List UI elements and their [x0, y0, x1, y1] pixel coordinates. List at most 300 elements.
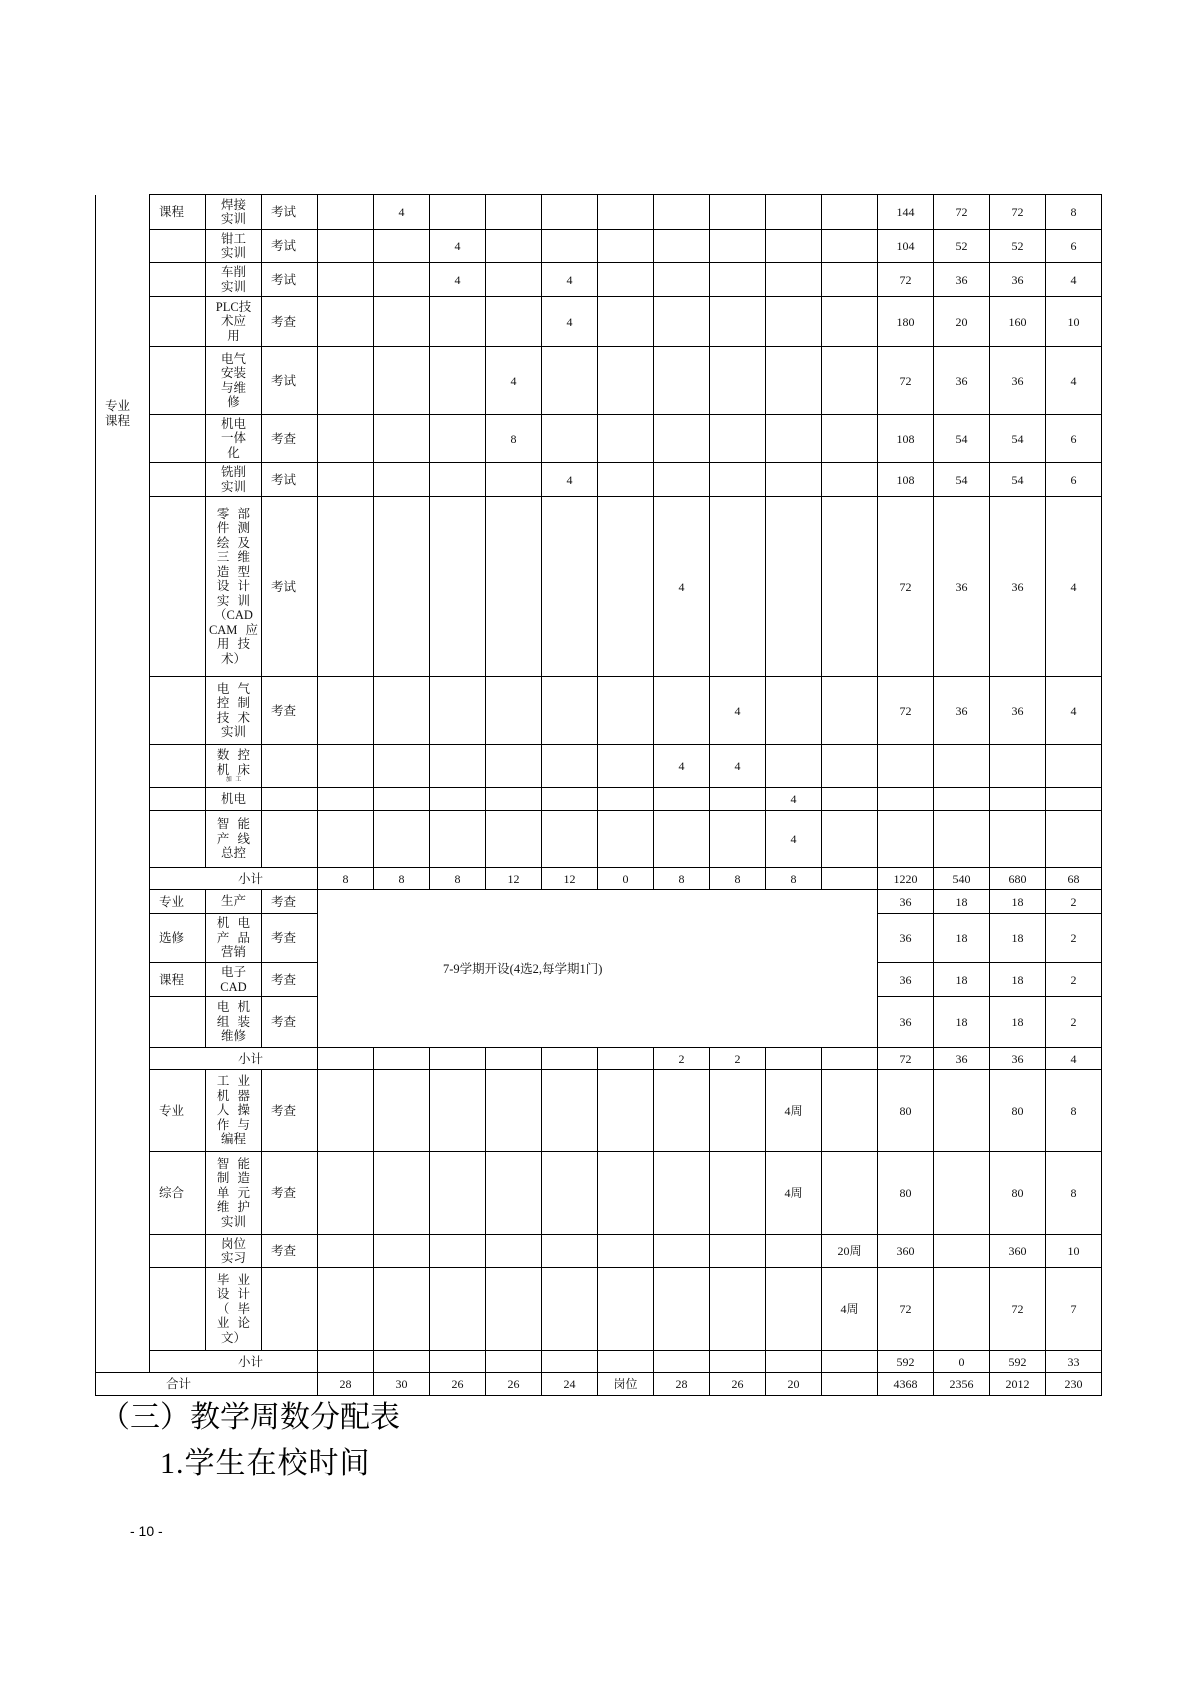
semester-3-hours: [430, 1351, 486, 1373]
course-name-cell: [206, 297, 262, 347]
semester-4-hours: [486, 463, 542, 497]
semester-4-hours: [486, 297, 542, 347]
course-name-overflow: 加 工: [225, 777, 242, 783]
total-hours: 36: [878, 963, 934, 997]
semester-9-hours: [766, 297, 822, 347]
assessment-type: 考查: [262, 1152, 318, 1235]
semester-3-hours: [430, 1070, 486, 1152]
course-row: [96, 195, 1102, 230]
course-name: 机电 一体 化: [220, 416, 246, 460]
semester-6-hours: [598, 745, 654, 788]
credits: 4: [1046, 677, 1102, 745]
course-group-label: 选修: [150, 914, 206, 963]
semester-7-hours: [654, 230, 710, 263]
semester-6-hours: [598, 230, 654, 263]
credits: 33: [1046, 1351, 1102, 1373]
semester-4-hours: [486, 677, 542, 745]
semester-8-hours: 8: [710, 868, 766, 890]
semester-2-hours: 4: [374, 195, 430, 230]
semester-7-hours: [654, 677, 710, 745]
course-row: [96, 811, 1102, 868]
total-hours: 36: [878, 997, 934, 1048]
semester-1-hours: [318, 195, 374, 230]
total-hours: 72: [878, 347, 934, 415]
semester-6-hours: [598, 415, 654, 463]
assessment-type: 考查: [262, 1070, 318, 1152]
assessment-type: [262, 788, 318, 811]
semester-10-hours: [822, 263, 878, 297]
semester-8-hours: [710, 195, 766, 230]
semester-10-hours: [822, 297, 878, 347]
semester-2-hours: 8: [374, 868, 430, 890]
semester-8-hours: 26: [710, 1373, 766, 1396]
course-name-cell: [206, 1070, 262, 1152]
subsection-heading: 1.学生在校时间: [160, 1447, 371, 1480]
semester-2-hours: [374, 263, 430, 297]
practice-hours: 36: [990, 347, 1046, 415]
assessment-type: 考试: [262, 463, 318, 497]
semester-10-hours: [822, 677, 878, 745]
assessment-type: 考查: [262, 415, 318, 463]
semester-5-hours: [542, 1351, 598, 1373]
semester-8-hours: [710, 297, 766, 347]
total-hours: 180: [878, 297, 934, 347]
credits: 8: [1046, 1070, 1102, 1152]
semester-9-hours: [766, 230, 822, 263]
semester-8-hours: [710, 1152, 766, 1235]
semester-5-hours: [542, 745, 598, 788]
semester-1-hours: [318, 263, 374, 297]
semester-6-hours: [598, 1048, 654, 1070]
semester-1-hours: [318, 1268, 374, 1351]
credits: 230: [1046, 1373, 1102, 1396]
semester-1-hours: 28: [318, 1373, 374, 1396]
course-name-cell: [206, 1152, 262, 1235]
total-hours: 4368: [878, 1373, 934, 1396]
semester-6-hours: [598, 497, 654, 677]
semester-1-hours: [318, 677, 374, 745]
semester-4-hours: 8: [486, 415, 542, 463]
semester-4-hours: [486, 811, 542, 868]
page-number: - 10 -: [130, 1523, 163, 1539]
semester-9-hours: [766, 195, 822, 230]
semester-6-hours: [598, 811, 654, 868]
semester-4-hours: [486, 195, 542, 230]
course-name-cell: [206, 677, 262, 745]
semester-2-hours: [374, 677, 430, 745]
practice-hours: 80: [990, 1152, 1046, 1235]
semester-3-hours: [430, 1268, 486, 1351]
semester-7-hours: 4: [654, 497, 710, 677]
theory-hours: 36: [934, 1048, 990, 1070]
total-hours: [878, 745, 934, 788]
course-name: 电 机 组 装 维修: [216, 1000, 251, 1044]
credits: [1046, 811, 1102, 868]
semester-5-hours: [542, 347, 598, 415]
credits: [1046, 788, 1102, 811]
semester-3-hours: [430, 347, 486, 415]
semester-7-hours: 28: [654, 1373, 710, 1396]
semester-4-hours: [486, 1351, 542, 1373]
semester-4-hours: [486, 788, 542, 811]
theory-hours: 36: [934, 677, 990, 745]
course-name: 生产: [220, 894, 246, 909]
semester-9-hours: [766, 745, 822, 788]
theory-hours: [934, 745, 990, 788]
semester-4-hours: [486, 745, 542, 788]
semester-8-hours: [710, 497, 766, 677]
theory-hours: 72: [934, 195, 990, 230]
assessment-type: [262, 745, 318, 788]
assessment-type: 考试: [262, 263, 318, 297]
semester-7-hours: [654, 195, 710, 230]
practice-hours: 18: [990, 963, 1046, 997]
total-hours: 104: [878, 230, 934, 263]
course-group-label: [150, 415, 206, 463]
semester-2-hours: [374, 1070, 430, 1152]
course-row: [96, 1070, 1102, 1152]
semester-8-hours: 4: [710, 677, 766, 745]
semester-2-hours: [374, 230, 430, 263]
semester-4-hours: 26: [486, 1373, 542, 1396]
semester-7-hours: [654, 463, 710, 497]
subtotal-row: [96, 1351, 1102, 1373]
course-group-label: [150, 463, 206, 497]
course-name: 智 能 制 造 单 元 维 护 实训: [216, 1156, 251, 1229]
assessment-type: 考试: [262, 195, 318, 230]
semester-8-hours: [710, 1351, 766, 1373]
semester-3-hours: 4: [430, 263, 486, 297]
course-group-label: [150, 1235, 206, 1268]
practice-hours: [990, 745, 1046, 788]
subtotal-label: 小计: [150, 868, 318, 890]
semester-8-hours: [710, 788, 766, 811]
credits: 4: [1046, 497, 1102, 677]
course-name: 车削 实训: [220, 265, 246, 294]
semester-10-hours: [822, 195, 878, 230]
semester-8-hours: 2: [710, 1048, 766, 1070]
semester-1-hours: [318, 1152, 374, 1235]
semester-8-hours: [710, 463, 766, 497]
theory-hours: [934, 788, 990, 811]
course-group-label: 专业: [150, 890, 206, 914]
theory-hours: 54: [934, 415, 990, 463]
semester-5-hours: 24: [542, 1373, 598, 1396]
semester-5-hours: [542, 195, 598, 230]
theory-hours: 18: [934, 997, 990, 1048]
assessment-type: 考试: [262, 347, 318, 415]
semester-3-hours: 26: [430, 1373, 486, 1396]
semester-1-hours: [318, 1070, 374, 1152]
semester-9-hours: 4周: [766, 1070, 822, 1152]
section-heading: （三）教学周数分配表: [100, 1401, 400, 1434]
course-row: [96, 890, 1102, 914]
course-name: 电气 安装 与维 修: [220, 351, 246, 409]
course-name-cell: [206, 415, 262, 463]
elective-schedule-note: 7-9学期开设(4选2,每学期1门): [318, 890, 878, 1048]
semester-4-hours: [486, 1268, 542, 1351]
semester-9-hours: [766, 415, 822, 463]
semester-1-hours: [318, 788, 374, 811]
total-hours: 72: [878, 1048, 934, 1070]
course-name-cell: [206, 811, 262, 868]
assessment-type: 考查: [262, 677, 318, 745]
semester-9-hours: [766, 677, 822, 745]
semester-9-hours: [766, 463, 822, 497]
credits: 6: [1046, 415, 1102, 463]
course-group-label: [150, 745, 206, 788]
semester-3-hours: [430, 745, 486, 788]
theory-hours: [934, 1152, 990, 1235]
assessment-type: 考试: [262, 230, 318, 263]
grand-total-row: [96, 1373, 1102, 1396]
semester-10-hours: [822, 463, 878, 497]
assessment-type: 考查: [262, 1235, 318, 1268]
course-name: 铣削 实训: [220, 465, 246, 494]
semester-2-hours: [374, 1235, 430, 1268]
credits: 4: [1046, 347, 1102, 415]
course-name: 数 控 机 床: [216, 748, 251, 777]
course-row: [96, 297, 1102, 347]
course-name: 零 部 件 测 绘 及 三 维 造 型 设 计 实 训 （CAD CAM 应 用 技 术）: [208, 506, 259, 666]
course-group-label: 课程: [150, 195, 206, 230]
practice-hours: 36: [990, 263, 1046, 297]
course-row: [96, 497, 1102, 677]
total-hours: [878, 811, 934, 868]
semester-7-hours: 4: [654, 745, 710, 788]
semester-3-hours: [430, 497, 486, 677]
subtotal-label: 小计: [150, 1351, 318, 1373]
theory-hours: 20: [934, 297, 990, 347]
semester-6-hours: 0: [598, 868, 654, 890]
semester-5-hours: [542, 497, 598, 677]
semester-7-hours: [654, 1070, 710, 1152]
semester-1-hours: [318, 297, 374, 347]
semester-5-hours: 4: [542, 463, 598, 497]
semester-8-hours: [710, 263, 766, 297]
course-name-cell: [206, 195, 262, 230]
semester-1-hours: [318, 1048, 374, 1070]
course-group-label: 综合: [150, 1152, 206, 1235]
practice-hours: 592: [990, 1351, 1046, 1373]
semester-9-hours: [766, 263, 822, 297]
assessment-type: 考查: [262, 297, 318, 347]
credits: [1046, 745, 1102, 788]
practice-hours: 360: [990, 1235, 1046, 1268]
semester-5-hours: 4: [542, 297, 598, 347]
assessment-type: 考查: [262, 963, 318, 997]
course-name: PLC技 术应 用: [215, 299, 252, 343]
total-hours: 72: [878, 263, 934, 297]
course-name: 钳工 实训: [220, 231, 246, 260]
course-row: [96, 347, 1102, 415]
course-name: 工 业 机 器 人 操 作 与 编程: [216, 1074, 251, 1147]
semester-9-hours: 20: [766, 1373, 822, 1396]
semester-3-hours: [430, 415, 486, 463]
semester-2-hours: [374, 811, 430, 868]
semester-10-hours: [822, 788, 878, 811]
practice-hours: 18: [990, 914, 1046, 963]
course-group-label: [150, 297, 206, 347]
course-row: [96, 1268, 1102, 1351]
semester-1-hours: [318, 463, 374, 497]
semester-6-hours: [598, 347, 654, 415]
subtotal-row: [96, 868, 1102, 890]
semester-10-hours: [822, 497, 878, 677]
credits: 8: [1046, 195, 1102, 230]
practice-hours: 54: [990, 463, 1046, 497]
theory-hours: [934, 1235, 990, 1268]
semester-5-hours: [542, 811, 598, 868]
total-hours: 360: [878, 1235, 934, 1268]
course-name-cell: [206, 463, 262, 497]
semester-4-hours: [486, 263, 542, 297]
semester-7-hours: [654, 1351, 710, 1373]
course-group-label: [150, 788, 206, 811]
course-name-cell: [206, 263, 262, 297]
credits: 2: [1046, 890, 1102, 914]
semester-8-hours: [710, 1070, 766, 1152]
course-name-cell: [206, 788, 262, 811]
semester-2-hours: 30: [374, 1373, 430, 1396]
semester-9-hours: 4周: [766, 1152, 822, 1235]
semester-2-hours: [374, 497, 430, 677]
semester-7-hours: [654, 1152, 710, 1235]
semester-10-hours: 20周: [822, 1235, 878, 1268]
practice-hours: 52: [990, 230, 1046, 263]
semester-3-hours: [430, 677, 486, 745]
semester-10-hours: [822, 415, 878, 463]
semester-6-hours: [598, 463, 654, 497]
semester-5-hours: [542, 1048, 598, 1070]
theory-hours: [934, 1070, 990, 1152]
semester-1-hours: [318, 230, 374, 263]
course-name-cell: [206, 230, 262, 263]
semester-3-hours: [430, 1152, 486, 1235]
semester-2-hours: [374, 1268, 430, 1351]
course-name: 电 气 控 制 技 术 实训: [216, 681, 251, 739]
assessment-type: 考查: [262, 890, 318, 914]
semester-6-hours: [598, 677, 654, 745]
theory-hours: 36: [934, 497, 990, 677]
semester-10-hours: [822, 1351, 878, 1373]
semester-9-hours: [766, 497, 822, 677]
semester-10-hours: [822, 230, 878, 263]
course-name: 岗位 实习: [220, 1236, 246, 1265]
semester-10-hours: [822, 347, 878, 415]
semester-8-hours: [710, 1268, 766, 1351]
assessment-type: [262, 1268, 318, 1351]
semester-2-hours: [374, 463, 430, 497]
semester-8-hours: 4: [710, 745, 766, 788]
course-name: 机电: [220, 791, 246, 806]
semester-8-hours: [710, 230, 766, 263]
total-hours: 72: [878, 1268, 934, 1351]
course-name-cell: [206, 890, 262, 914]
course-name-cell: [206, 914, 262, 963]
semester-2-hours: [374, 1152, 430, 1235]
course-row: [96, 788, 1102, 811]
total-hours: 72: [878, 677, 934, 745]
total-hours: 36: [878, 890, 934, 914]
course-row: [96, 1152, 1102, 1235]
credits: 6: [1046, 463, 1102, 497]
semester-8-hours: [710, 1235, 766, 1268]
course-group-label: [150, 811, 206, 868]
semester-2-hours: [374, 1351, 430, 1373]
credits: 68: [1046, 868, 1102, 890]
course-group-label: [150, 997, 206, 1048]
course-name: 机 电 产 品 营销: [216, 916, 251, 960]
semester-1-hours: [318, 497, 374, 677]
theory-hours: 36: [934, 263, 990, 297]
credits: 7: [1046, 1268, 1102, 1351]
semester-9-hours: [766, 1048, 822, 1070]
semester-3-hours: [430, 463, 486, 497]
total-hours: 592: [878, 1351, 934, 1373]
practice-hours: 36: [990, 677, 1046, 745]
course-group-label: [150, 497, 206, 677]
course-name-cell: [206, 1235, 262, 1268]
semester-4-hours: 12: [486, 868, 542, 890]
semester-6-hours: 岗位: [598, 1373, 654, 1396]
theory-hours: 54: [934, 463, 990, 497]
semester-5-hours: [542, 788, 598, 811]
semester-7-hours: [654, 297, 710, 347]
total-hours: [878, 788, 934, 811]
semester-9-hours: [766, 1268, 822, 1351]
semester-10-hours: [822, 745, 878, 788]
course-group-label: [150, 263, 206, 297]
theory-hours: 18: [934, 914, 990, 963]
course-name: 智 能 产 线 总控: [216, 817, 251, 861]
semester-5-hours: [542, 1235, 598, 1268]
semester-2-hours: [374, 347, 430, 415]
credits: 2: [1046, 963, 1102, 997]
semester-3-hours: [430, 811, 486, 868]
semester-8-hours: [710, 415, 766, 463]
semester-6-hours: [598, 195, 654, 230]
semester-6-hours: [598, 1351, 654, 1373]
semester-8-hours: [710, 811, 766, 868]
course-name: 焊接 实训: [220, 197, 246, 226]
semester-2-hours: [374, 297, 430, 347]
total-hours: 36: [878, 914, 934, 963]
semester-7-hours: [654, 263, 710, 297]
course-group-label: 专业: [150, 1070, 206, 1152]
course-group-label: [150, 347, 206, 415]
semester-10-hours: [822, 811, 878, 868]
semester-5-hours: [542, 230, 598, 263]
course-group-label: [150, 230, 206, 263]
semester-10-hours: [822, 1152, 878, 1235]
semester-10-hours: [822, 1373, 878, 1396]
semester-7-hours: [654, 788, 710, 811]
theory-hours: [934, 1268, 990, 1351]
course-row: [96, 263, 1102, 297]
practice-hours: 36: [990, 497, 1046, 677]
practice-hours: 72: [990, 1268, 1046, 1351]
semester-6-hours: [598, 1070, 654, 1152]
semester-9-hours: 8: [766, 868, 822, 890]
semester-3-hours: [430, 195, 486, 230]
credits: 2: [1046, 997, 1102, 1048]
semester-3-hours: 8: [430, 868, 486, 890]
semester-9-hours: [766, 347, 822, 415]
semester-1-hours: [318, 347, 374, 415]
course-name-cell: [206, 1268, 262, 1351]
course-name: 毕 业 设 计 （ 毕 业 论 文）: [216, 1272, 251, 1345]
